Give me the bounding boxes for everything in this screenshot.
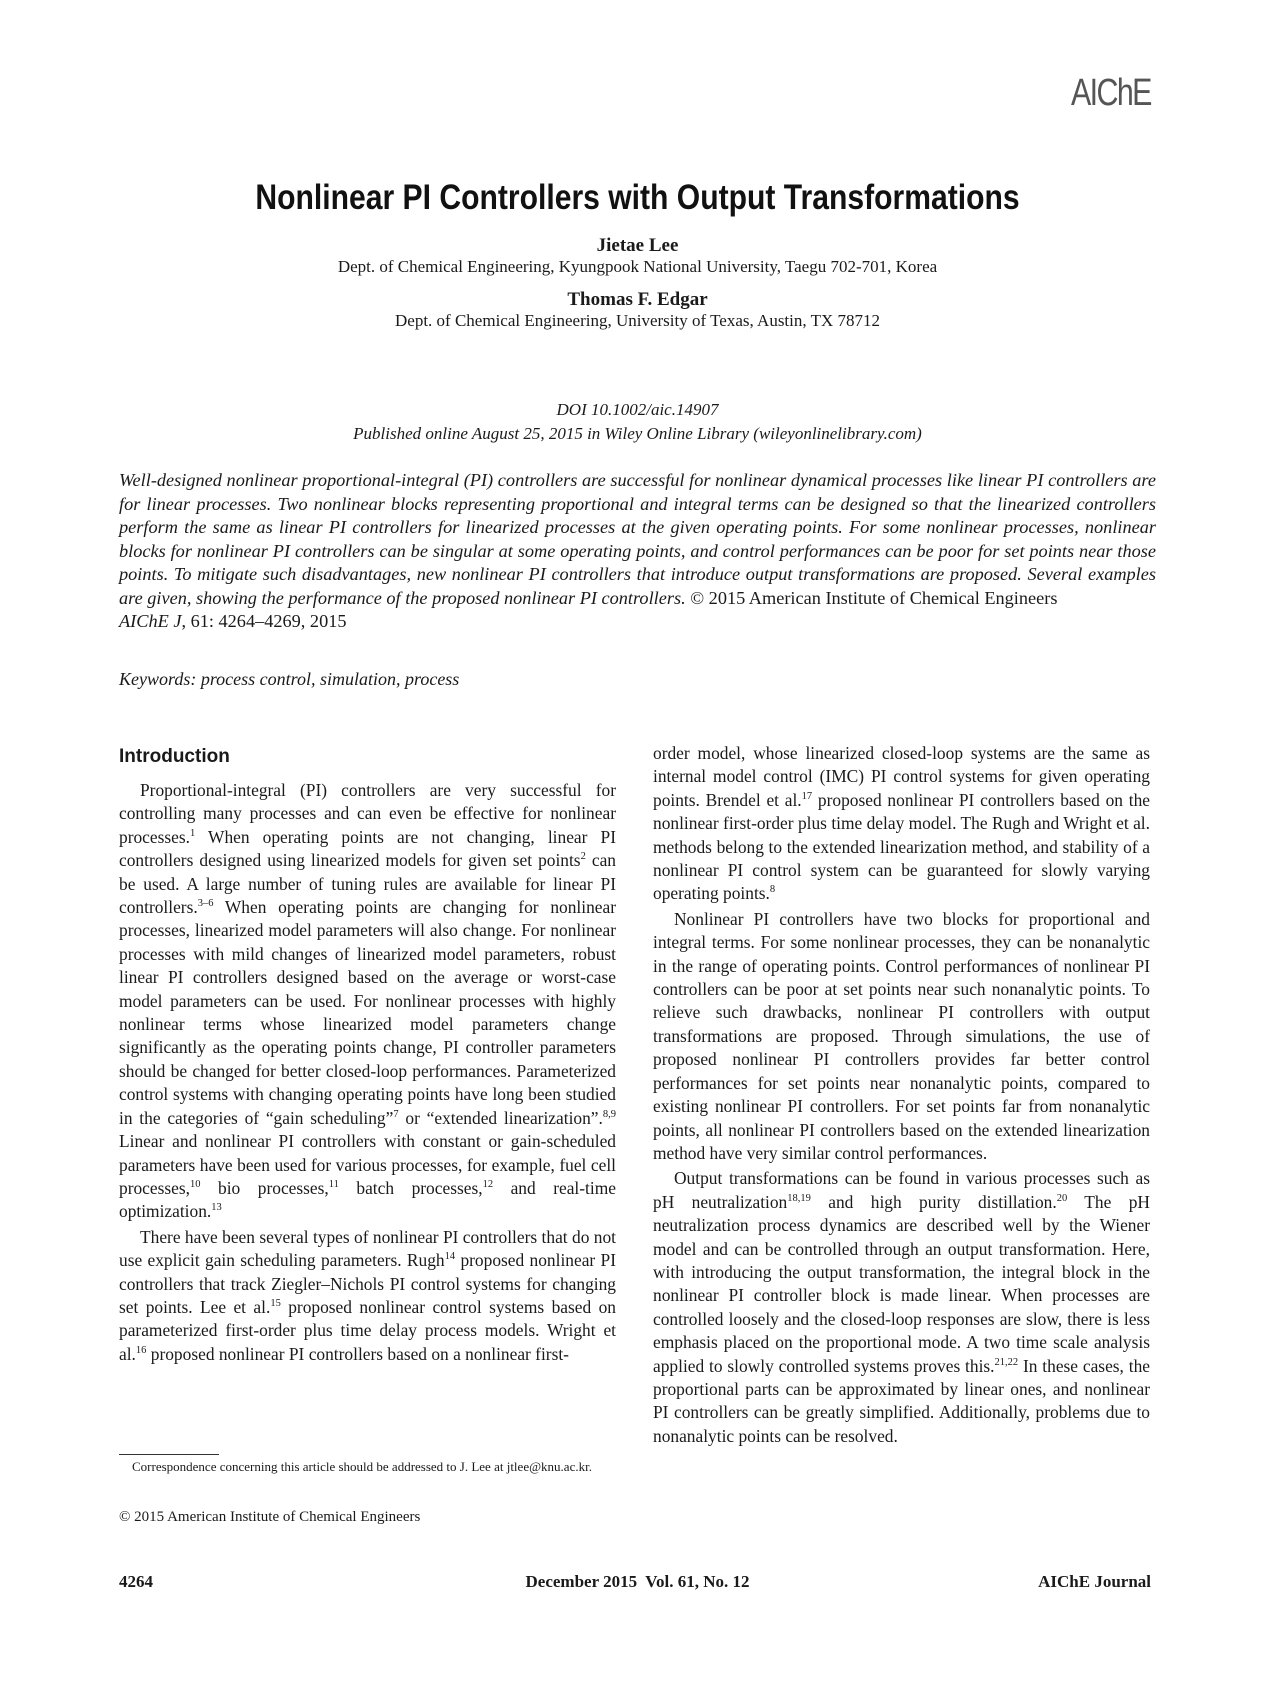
author-name: Thomas F. Edgar [567,289,708,310]
journal-abbrev: AIChE J [119,611,182,631]
copyright-line: © 2015 American Institute of Chemical Engineers [119,1509,421,1525]
abstract-text: Well-designed nonlinear proportional-integral (PI) controllers are successful for nonlinear dynamical processes like linear PI controllers are for linear processes. Two nonlinear blocks representing proportional and integral terms can be designed so that the linearized controllers perform the same as linear PI controllers for linearized processes at the given operating points. For some nonlinear processes, nonlinear blocks for nonlinear PI controllers can be singular at some operating points, and control performances can be poor for set points near those points. To mitigate such disadvantages, new nonlinear PI controllers that introduce output transformations are proposed. Several examples are given, showing the performance of the proposed nonlinear PI controllers. [119,470,1156,608]
author-block-1 [0,235,1275,277]
paragraph: Proportional-integral (PI) controllers are very successful for controlling many processes and can even be effective for nonlinear processes.$^1$ When operating points are not changing, linear PI controllers designed using linearized models for given set points$^2$ can be used. A large number of tuning rules are available for linear PI controllers.$^{3-6}$ When operating points are changing for nonlinear processes, linearized model parameters will also change. For nonlinear processes with mild changes of linearized model parameters, robust linear PI controllers designed based on the average or worst-case model parameters can be used. For nonlinear processes with highly nonlinear terms whose linearized model parameters change significantly as the operating points change, PI controller parameters should be changed for better closed-loop performances. Parameterized control systems with changing operating points have long been studied in the categories of “gain scheduling”$^7$ or “extended linearization”.$^{8,9}$ Linear and nonlinear PI controllers with constant or gain-scheduled parameters have been used for various processes, for example, fuel cell processes,$^{10}$ bio processes,$^{11}$ batch processes,$^{12}$ and real-time optimization.$^{13}$ [119,780,616,1222]
footnote-rule [119,1454,219,1455]
page-number: 4264 [119,1572,153,1591]
left-column [119,779,616,1366]
paragraph-continued: order model, whose linearized closed-loop systems are the same as internal model control (IMC) PI control systems for given operating points. Brendel et al.$^{17}$ proposed nonlinear PI controllers based on the nonlinear first-order plus time delay model. The Rugh and Wright et al. methods belong to the extended linearization method, and stability of a nonlinear PI control system can be guaranteed for slowly varying operating points.$^8$ [653,743,1150,904]
journal-name: AIChE Journal [1038,1572,1151,1591]
article-title: Nonlinear PI Controllers with Output Transformations [255,178,1020,217]
issue-info: December 2015 Vol. 61, No. 12 [525,1572,750,1591]
paragraph: Nonlinear PI controllers have two blocks for proportional and integral terms. For some nonlinear processes, they can be nonanalytic in the range of operating points. Control performances of nonlinear PI controllers can be poor at set points near such nonanalytic points. To relieve such drawbacks, nonlinear PI controllers with output transformations are proposed. Through simulations, the use of proposed nonlinear PI controllers provides far better control performances for set points near nonanalytic points, compared to existing nonlinear PI controllers. For set points far from nonanalytic points, all nonlinear PI controllers based on the extended linearization method have very similar control performances. [653,908,1150,1163]
author-affiliation: Dept. of Chemical Engineering, University of Texas, Austin, TX 78712 [395,311,880,330]
abstract-copyright: © 2015 American Institute of Chemical Engineers [690,587,1058,608]
keywords: Keywords: process control, simulation, process [119,669,460,689]
citation: , 61: 4264–4269, 2015 [181,611,347,631]
author-block-2 [0,289,1275,331]
journal-logo: AIChE [1071,72,1151,114]
author-name: Jietae Lee [596,235,679,256]
abstract [119,469,1156,634]
section-heading: Introduction [119,746,230,767]
correspondence-footnote: Correspondence concerning this article should be addressed to J. Lee at jtlee@knu.ac.kr. [132,1459,592,1474]
author-affiliation: Dept. of Chemical Engineering, Kyungpook National University, Taegu 702-701, Korea [337,257,938,276]
paragraph: There have been several types of nonlinear PI controllers that do not use explicit gain scheduling parameters. Rugh$^{14}$ proposed nonlinear PI controllers that track Ziegler–Nichols PI control systems for changing set points. Lee et al.$^{15}$ proposed nonlinear control systems based on parameterized first-order plus time delay process models. Wright et al.$^{16}$ proposed nonlinear PI controllers based on a nonlinear first- [119,1226,616,1364]
paragraph: Output transformations can be found in various processes such as pH neutralization$^{18,19}$ and high purity distillation.$^{20}$ The pH neutralization process dynamics are described well by the Wiener model and can be controlled through an output transformation. Here, with introducing the output transformation, the integral block in the nonlinear PI controller block is made linear. When processes are controlled loosely and the closed-loop responses are slow, there is less emphasis placed on the proportional mode. A two time scale analysis applied to slowly controlled systems proves this.$^{21,22}$ In these cases, the proportional parts can be approximated by linear ones, and nonlinear PI controllers can be greatly simplified. Additionally, problems due to nonanalytic points can be resolved. [653,1168,1150,1446]
doi-line: DOI 10.1002/aic.14907 [556,400,719,419]
right-column [653,742,1150,1448]
publication-line: Published online August 25, 2015 in Wiley Online Library (wileyonlinelibrary.com) [353,424,922,443]
